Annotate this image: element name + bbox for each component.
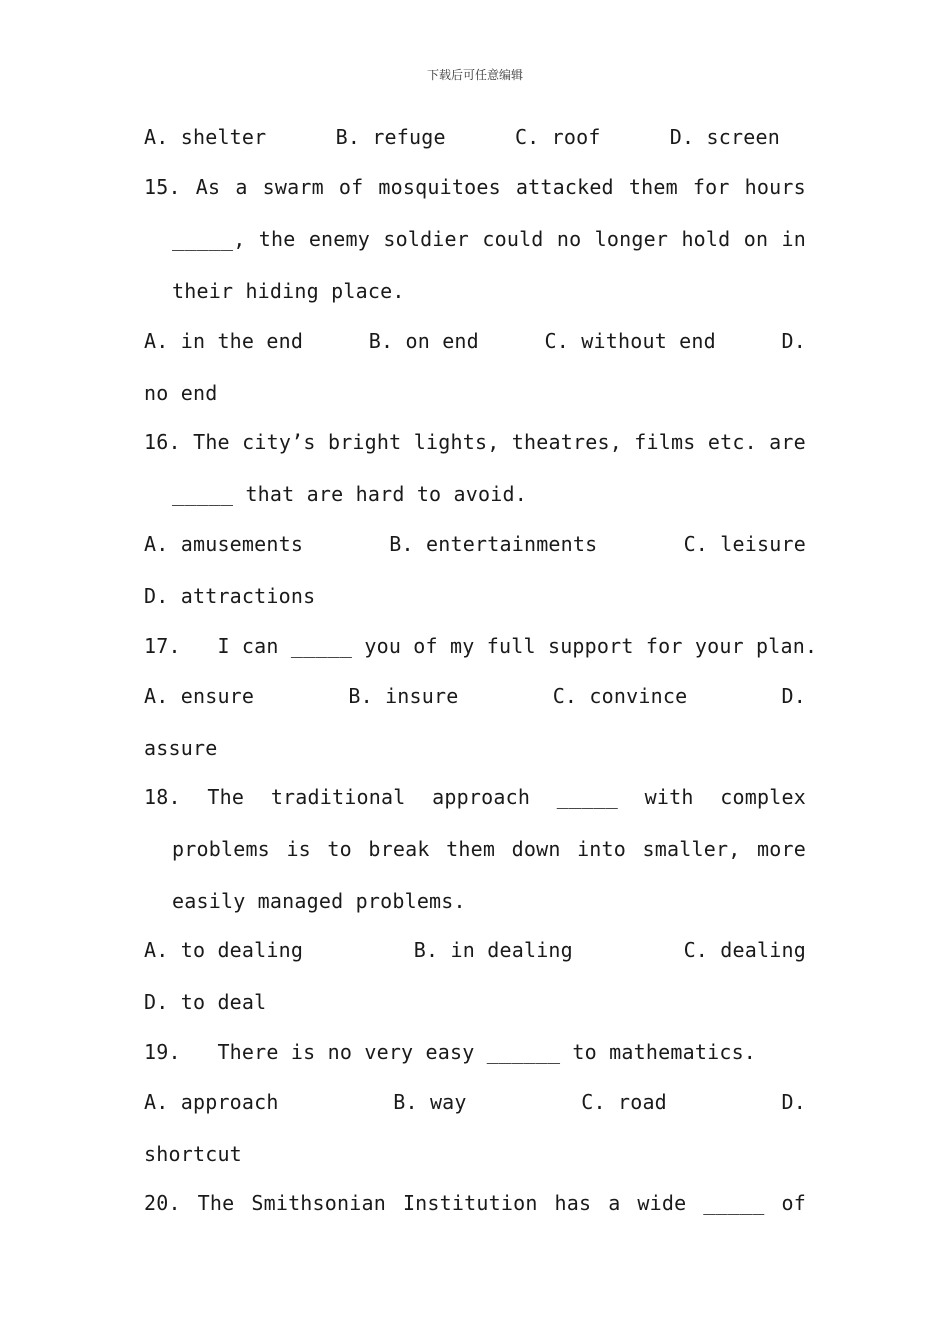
word: has [554, 1191, 592, 1215]
question-19: 19. There is no very easy ______ to mathematics. [144, 1040, 757, 1064]
word: The [197, 1191, 235, 1215]
blank: _____, [172, 227, 246, 251]
word: lights, [413, 430, 500, 454]
options-q15 [144, 328, 806, 354]
word: 16. [144, 430, 181, 454]
word: to [327, 837, 352, 861]
question-18-line-2 [172, 836, 806, 862]
question-15-line-1 [144, 174, 806, 200]
question-20-line-1 [144, 1190, 806, 1216]
question-17: 17. I can _____ you of my full support for your plan. [144, 634, 818, 658]
word: are [769, 430, 806, 454]
question-16-line-1 [144, 429, 806, 455]
word: attacked [515, 175, 614, 199]
word: no [556, 227, 582, 251]
option-d-label: D. [781, 329, 806, 353]
word: break [368, 837, 430, 861]
word: The [207, 785, 245, 809]
option-d: D. attractions [144, 584, 316, 608]
word: mosquitoes [378, 175, 501, 199]
word: soldier [383, 227, 470, 251]
word: As [195, 175, 221, 199]
word: films [634, 430, 696, 454]
word: longer [594, 227, 669, 251]
word: theatres, [511, 430, 622, 454]
word: the [258, 227, 296, 251]
options-q18 [144, 937, 806, 963]
word: of [338, 175, 364, 199]
question-18-line-3: easily managed problems. [172, 889, 466, 913]
option-d: D. screen [669, 125, 780, 149]
word: bright [327, 430, 402, 454]
word: 18. [144, 785, 181, 809]
word: down [511, 837, 561, 861]
word: for [692, 175, 730, 199]
question-16-line-2: _____ that are hard to avoid. [172, 482, 527, 506]
option-c: C. roof [514, 125, 601, 149]
word: wide [637, 1191, 687, 1215]
word: hold [681, 227, 731, 251]
question-15-line-2 [172, 226, 806, 252]
word: approach [432, 785, 531, 809]
option-c: C. road [581, 1090, 667, 1114]
word: Institution [402, 1191, 538, 1215]
options-q16 [144, 531, 806, 557]
option-d-text: shortcut [144, 1142, 242, 1166]
word: Smithsonian [251, 1191, 386, 1215]
option-d-label: D. [781, 684, 806, 708]
question-15-line-3: their hiding place. [172, 279, 405, 303]
question-18-line-1 [144, 784, 806, 810]
blank: _____ [556, 785, 618, 809]
option-a: A. approach [144, 1090, 279, 1114]
word: hours [744, 175, 806, 199]
word: is [286, 837, 311, 861]
options-q14 [144, 124, 780, 150]
option-c: C. without end [544, 329, 716, 353]
word: them [446, 837, 496, 861]
word: of [781, 1191, 806, 1215]
page-header: 下载后可任意编辑 [426, 68, 523, 82]
option-b: B. entertainments [389, 532, 598, 556]
option-d: D. to deal [144, 990, 267, 1014]
word: city’s [242, 430, 316, 454]
word: enemy [308, 227, 371, 251]
option-d-text: no end [144, 381, 218, 405]
option-b: B. way [393, 1090, 467, 1114]
option-a: A. amusements [144, 532, 304, 556]
word: The [193, 430, 230, 454]
word: into [577, 837, 627, 861]
option-c: C. convince [552, 684, 688, 708]
option-b: B. on end [368, 329, 479, 353]
option-b: B. insure [348, 684, 459, 708]
option-b: B. refuge [335, 125, 446, 149]
option-c: C. dealing [683, 938, 806, 962]
word: a [608, 1191, 621, 1215]
option-a: A. in the end [144, 329, 304, 353]
word: swarm [262, 175, 324, 199]
blank: _____ [703, 1191, 765, 1215]
option-d-text: assure [144, 736, 218, 760]
option-d-label: D. [781, 1090, 806, 1114]
options-q17 [144, 683, 806, 709]
option-a: A. ensure [144, 684, 255, 708]
word: with [644, 785, 694, 809]
options-q19 [144, 1089, 806, 1115]
word: on [743, 227, 769, 251]
word: etc. [707, 430, 757, 454]
option-c: C. leisure [683, 532, 806, 556]
word: a [235, 175, 248, 199]
word: more [756, 837, 806, 861]
word: traditional [270, 785, 406, 809]
word: could [482, 227, 544, 251]
word: 15. [144, 175, 181, 199]
option-a: A. to dealing [144, 938, 304, 962]
word: complex [720, 785, 806, 809]
word: problems [172, 837, 270, 861]
word: smaller, [642, 837, 741, 861]
word: 20. [144, 1191, 181, 1215]
option-a: A. shelter [144, 125, 267, 149]
option-b: B. in dealing [413, 938, 573, 962]
word: in [781, 227, 806, 251]
word: them [628, 175, 678, 199]
